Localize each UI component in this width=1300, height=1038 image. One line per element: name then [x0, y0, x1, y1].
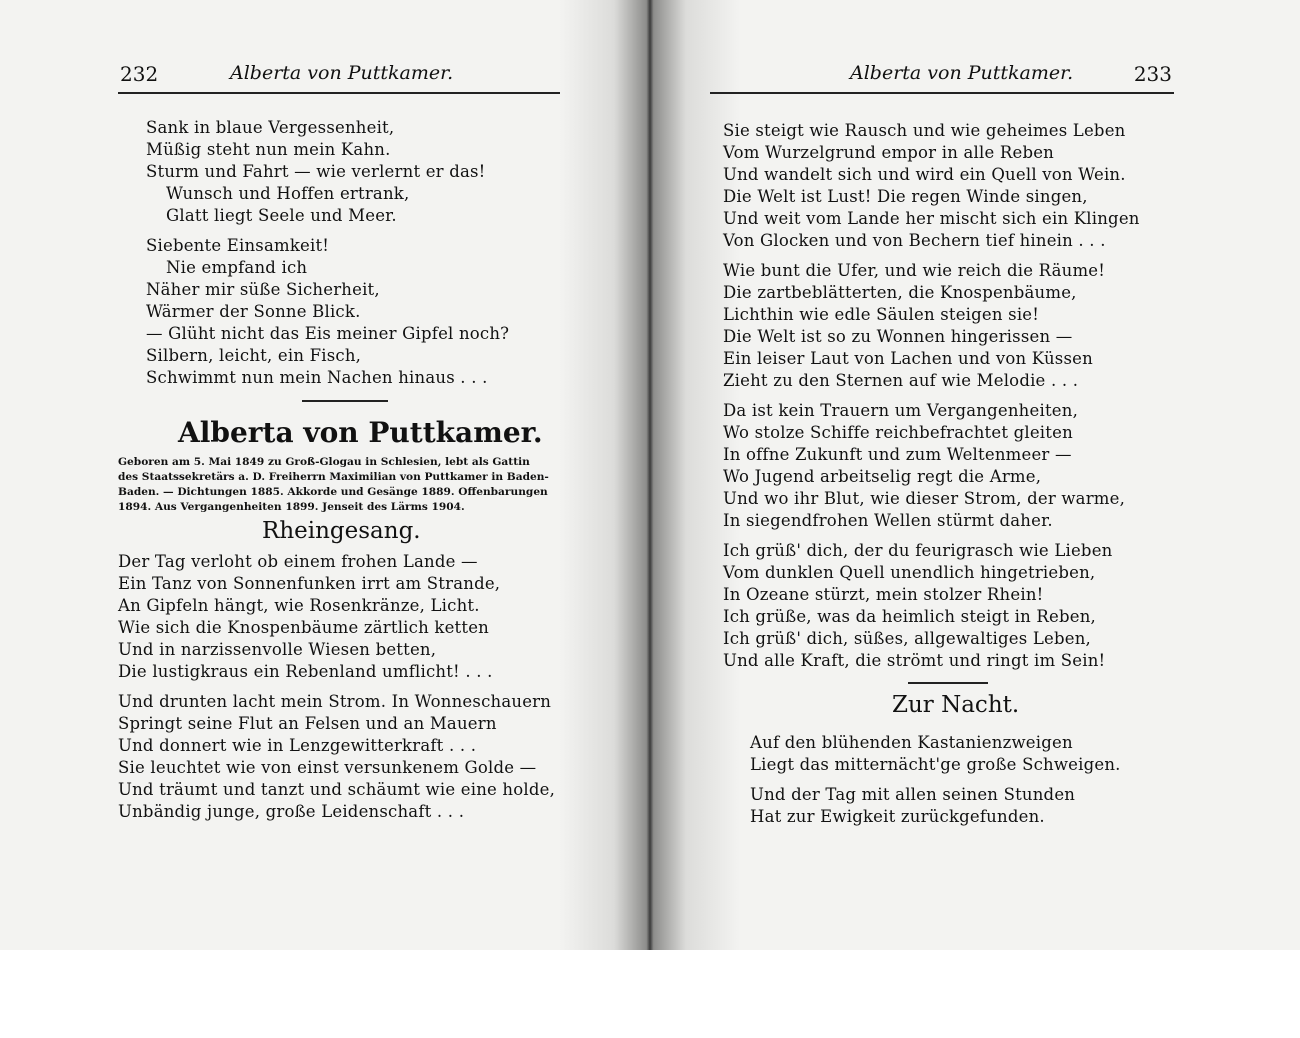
verse-line: Und wandelt sich und wird ein Quell von Wein.: [723, 165, 1126, 184]
verse-line: Sturm und Fahrt — wie verlernt er das!: [146, 162, 486, 181]
bio-line: des Staatssekretärs a. D. Freiherrn Maximilian von Puttkamer in Baden-: [118, 471, 549, 483]
verse-line: Die lustigkraus ein Rebenland umflicht! . . .: [118, 662, 493, 681]
verse-line: Und träumt und tanzt und schäumt wie eine holde,: [118, 780, 556, 799]
verse-line: Und drunten lacht mein Strom. In Wonneschauern: [118, 692, 552, 711]
verse-line: Und donnert wie in Lenzgewitterkraft . . .: [118, 736, 477, 755]
bio-line: Geboren am 5. Mai 1849 zu Groß-Glogau in Schlesien, lebt als Gattin: [118, 456, 530, 468]
verse-line: In offne Zukunft und zum Weltenmeer —: [723, 445, 1072, 464]
verse-line: Nie empfand ich: [166, 258, 308, 277]
verse-line: Ich grüß' dich, süßes, allgewaltiges Leben,: [723, 629, 1091, 648]
verse-line: Glatt liegt Seele und Meer.: [166, 206, 397, 225]
verse-line: Da ist kein Trauern um Vergangenheiten,: [723, 401, 1079, 420]
verse-line: Und weit vom Lande her mischt sich ein Klingen: [723, 209, 1140, 228]
verse-line: Wie sich die Knospenbäume zärtlich ketten: [118, 618, 489, 637]
verse-line: Unbändig junge, große Leidenschaft . . .: [118, 802, 465, 821]
section-rule: [302, 400, 388, 402]
verse-line: Die Welt ist so zu Wonnen hingerissen —: [723, 327, 1073, 346]
bio-line: 1894. Aus Vergangenheiten 1899. Jenseit des Lärms 1904.: [118, 501, 465, 513]
verse-line: In Ozeane stürzt, mein stolzer Rhein!: [723, 585, 1044, 604]
verse-line: Ein leiser Laut von Lachen und von Küssen: [723, 349, 1093, 368]
poem-title: Rheingesang.: [262, 518, 421, 544]
verse-line: Die zartbeblätterten, die Knospenbäume,: [723, 283, 1077, 302]
verse-line: Wo stolze Schiffe reichbefrachtet gleiten: [723, 423, 1073, 442]
verse-line: Wärmer der Sonne Blick.: [146, 302, 361, 321]
verse-line: Die Welt ist Lust! Die regen Winde singen,: [723, 187, 1088, 206]
verse-line: Auf den blühenden Kastanienzweigen: [750, 733, 1073, 752]
verse-line: Schwimmt nun mein Nachen hinaus . . .: [146, 368, 488, 387]
section-rule: [908, 682, 988, 684]
running-head: Alberta von Puttkamer.: [850, 62, 1074, 84]
verse-line: Wo Jugend arbeitselig regt die Arme,: [723, 467, 1042, 486]
verse-line: Ich grüß' dich, der du feurigrasch wie Lieben: [723, 541, 1113, 560]
verse-line: Sank in blaue Vergessenheit,: [146, 118, 395, 137]
left-page: [0, 0, 620, 950]
verse-line: Siebente Einsamkeit!: [146, 236, 330, 255]
verse-line: Silbern, leicht, ein Fisch,: [146, 346, 362, 365]
verse-line: Näher mir süße Sicherheit,: [146, 280, 380, 299]
verse-line: Wunsch und Hoffen ertrank,: [166, 184, 410, 203]
page-number: 233: [1133, 62, 1172, 86]
verse-line: An Gipfeln hängt, wie Rosenkränze, Licht.: [118, 596, 480, 615]
verse-line: Ich grüße, was da heimlich steigt in Reben,: [723, 607, 1096, 626]
verse-line: Und in narzissenvolle Wiesen betten,: [118, 640, 437, 659]
verse-line: Und wo ihr Blut, wie dieser Strom, der warme,: [723, 489, 1126, 508]
verse-line: Vom Wurzelgrund empor in alle Reben: [723, 143, 1055, 162]
right-page: [680, 0, 1300, 950]
verse-line: Der Tag verloht ob einem frohen Lande —: [118, 552, 478, 571]
poem-title: Zur Nacht.: [892, 692, 1020, 718]
bottom-margin: [0, 950, 1300, 1038]
verse-line: Und der Tag mit allen seinen Stunden: [750, 785, 1076, 804]
verse-line: Von Glocken und von Bechern tief hinein . . .: [723, 231, 1106, 250]
verse-line: Zieht zu den Sternen auf wie Melodie . . .: [723, 371, 1079, 390]
verse-line: — Glüht nicht das Eis meiner Gipfel noch?: [146, 324, 510, 343]
verse-line: Springt seine Flut an Felsen und an Mauern: [118, 714, 497, 733]
page-number: 232: [120, 62, 159, 86]
verse-line: Lichthin wie edle Säulen steigen sie!: [723, 305, 1040, 324]
verse-line: In siegendfrohen Wellen stürmt daher.: [723, 511, 1053, 530]
verse-line: Vom dunklen Quell unendlich hingetrieben,: [723, 563, 1096, 582]
verse-line: Wie bunt die Ufer, und wie reich die Räume!: [723, 261, 1106, 280]
verse-line: Liegt das mitternächt'ge große Schweigen.: [750, 755, 1121, 774]
author-heading: Alberta von Puttkamer.: [178, 416, 543, 449]
bio-line: Baden. — Dichtungen 1885. Akkorde und Gesänge 1889. Offenbarungen: [118, 486, 548, 498]
running-head: Alberta von Puttkamer.: [230, 62, 454, 84]
verse-line: Sie steigt wie Rausch und wie geheimes Leben: [723, 121, 1126, 140]
verse-line: Ein Tanz von Sonnenfunken irrt am Strande,: [118, 574, 501, 593]
verse-line: Sie leuchtet wie von einst versunkenem Golde —: [118, 758, 537, 777]
left-page-header: [118, 62, 560, 94]
right-page-header: [710, 62, 1174, 94]
verse-line: Hat zur Ewigkeit zurückgefunden.: [750, 807, 1045, 826]
verse-line: Müßig steht nun mein Kahn.: [146, 140, 391, 159]
verse-line: Und alle Kraft, die strömt und ringt im Sein!: [723, 651, 1106, 670]
